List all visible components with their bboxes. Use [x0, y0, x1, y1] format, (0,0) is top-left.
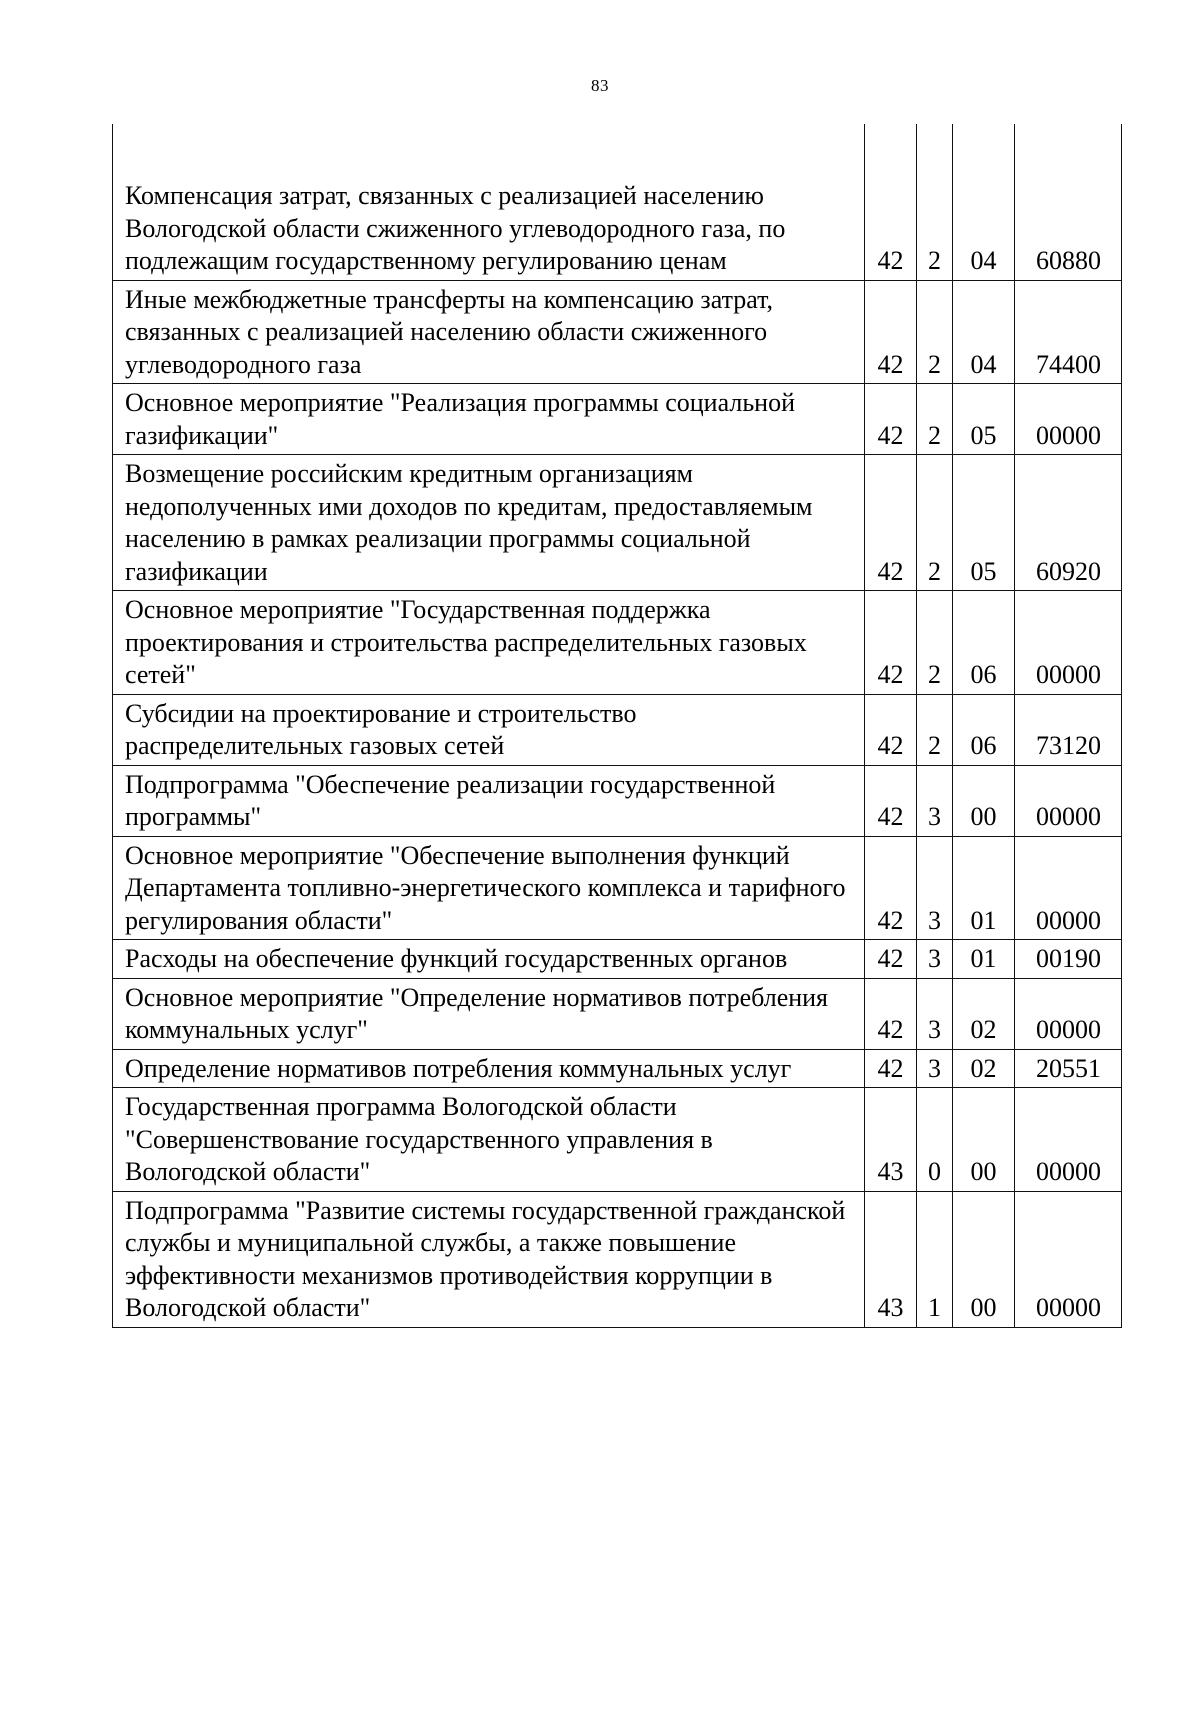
event-code-cell: 01: [953, 940, 1015, 979]
row-description: Подпрограмма "Обеспечение реализации государственной программы": [113, 765, 865, 836]
program-code-cell: 42: [865, 124, 917, 280]
table-row: [113, 836, 1122, 940]
event-code-cell: 05: [953, 384, 1015, 455]
subprogram-code-cell: 2: [917, 694, 953, 765]
expense-code-cell: 20551: [1015, 1049, 1122, 1088]
program-code-cell: 42: [865, 694, 917, 765]
event-code-cell: 06: [953, 694, 1015, 765]
event-code-cell: 00: [953, 1088, 1015, 1192]
program-code-cell: 42: [865, 1049, 917, 1088]
expense-code-cell: 00190: [1015, 940, 1122, 979]
subprogram-code-cell: 2: [917, 124, 953, 280]
table-row: [113, 1088, 1122, 1192]
table-row: [113, 694, 1122, 765]
expense-code-cell: 00000: [1015, 836, 1122, 940]
table-row: [113, 384, 1122, 455]
event-code-cell: 00: [953, 765, 1015, 836]
table-row: [113, 280, 1122, 384]
row-description: Подпрограмма "Развитие системы государственной гражданской службы и муниципальной службы, а также повышение эффективности механизмов противодействия коррупции в Вологодской области": [113, 1191, 865, 1327]
subprogram-code-cell: 3: [917, 978, 953, 1049]
program-code-cell: 42: [865, 280, 917, 384]
page-number: 83: [591, 76, 609, 95]
event-code-cell: 02: [953, 1049, 1015, 1088]
subprogram-code-cell: 2: [917, 384, 953, 455]
event-code-cell: 06: [953, 591, 1015, 695]
expense-code-cell: 00000: [1015, 978, 1122, 1049]
table-row: [113, 978, 1122, 1049]
table-row: [113, 124, 1122, 280]
table-row: [113, 455, 1122, 591]
table-row: [113, 1049, 1122, 1088]
row-description: Иные межбюджетные трансферты на компенсацию затрат, связанных с реализацией населению области сжиженного углеводородного газа: [113, 280, 865, 384]
expense-code-cell: 74400: [1015, 280, 1122, 384]
program-code-cell: 43: [865, 1088, 917, 1192]
subprogram-code-cell: 3: [917, 940, 953, 979]
subprogram-code-cell: 3: [917, 1049, 953, 1088]
row-description: Определение нормативов потребления коммунальных услуг: [113, 1049, 865, 1088]
table-row: [113, 765, 1122, 836]
expense-code-cell: 00000: [1015, 591, 1122, 695]
program-code-cell: 42: [865, 836, 917, 940]
row-description: Компенсация затрат, связанных с реализацией населению Вологодской области сжиженного углеводородного газа, по подлежащим государственному регулированию ценам: [113, 124, 865, 280]
subprogram-code-cell: 3: [917, 836, 953, 940]
row-description: Основное мероприятие "Реализация программы социальной газификации": [113, 384, 865, 455]
program-code-cell: 42: [865, 591, 917, 695]
program-code-cell: 42: [865, 455, 917, 591]
subprogram-code-cell: 2: [917, 280, 953, 384]
event-code-cell: 05: [953, 455, 1015, 591]
event-code-cell: 04: [953, 124, 1015, 280]
expense-code-cell: 00000: [1015, 1088, 1122, 1192]
table-row: [113, 940, 1122, 979]
event-code-cell: 02: [953, 978, 1015, 1049]
table-row: [113, 1191, 1122, 1327]
program-code-cell: 42: [865, 940, 917, 979]
expense-code-cell: 60920: [1015, 455, 1122, 591]
program-code-cell: 43: [865, 1191, 917, 1327]
expense-code-cell: 60880: [1015, 124, 1122, 280]
row-description: Государственная программа Вологодской области "Совершенствование государственного управления в Вологодской области": [113, 1088, 865, 1192]
expense-code-cell: 73120: [1015, 694, 1122, 765]
program-code-cell: 42: [865, 978, 917, 1049]
row-description: Расходы на обеспечение функций государственных органов: [113, 940, 865, 979]
expense-code-cell: 00000: [1015, 1191, 1122, 1327]
program-code-cell: 42: [865, 765, 917, 836]
expense-code-cell: 00000: [1015, 384, 1122, 455]
program-code-cell: 42: [865, 384, 917, 455]
subprogram-code-cell: 3: [917, 765, 953, 836]
event-code-cell: 01: [953, 836, 1015, 940]
row-description: Возмещение российским кредитным организациям недополученных ими доходов по кредитам, предоставляемым населению в рамках реализации программы социальной газификации: [113, 455, 865, 591]
event-code-cell: 00: [953, 1191, 1015, 1327]
row-description: Основное мероприятие "Определение нормативов потребления коммунальных услуг": [113, 978, 865, 1049]
expense-code-cell: 00000: [1015, 765, 1122, 836]
table-row: [113, 591, 1122, 695]
budget-classification-table: [112, 124, 1122, 1328]
subprogram-code-cell: 2: [917, 591, 953, 695]
row-description: Основное мероприятие "Государственная поддержка проектирования и строительства распределительных газовых сетей": [113, 591, 865, 695]
row-description: Основное мероприятие "Обеспечение выполнения функций Департамента топливно-энергетического комплекса и тарифного регулирования области": [113, 836, 865, 940]
event-code-cell: 04: [953, 280, 1015, 384]
subprogram-code-cell: 0: [917, 1088, 953, 1192]
subprogram-code-cell: 1: [917, 1191, 953, 1327]
row-description: Субсидии на проектирование и строительство распределительных газовых сетей: [113, 694, 865, 765]
subprogram-code-cell: 2: [917, 455, 953, 591]
